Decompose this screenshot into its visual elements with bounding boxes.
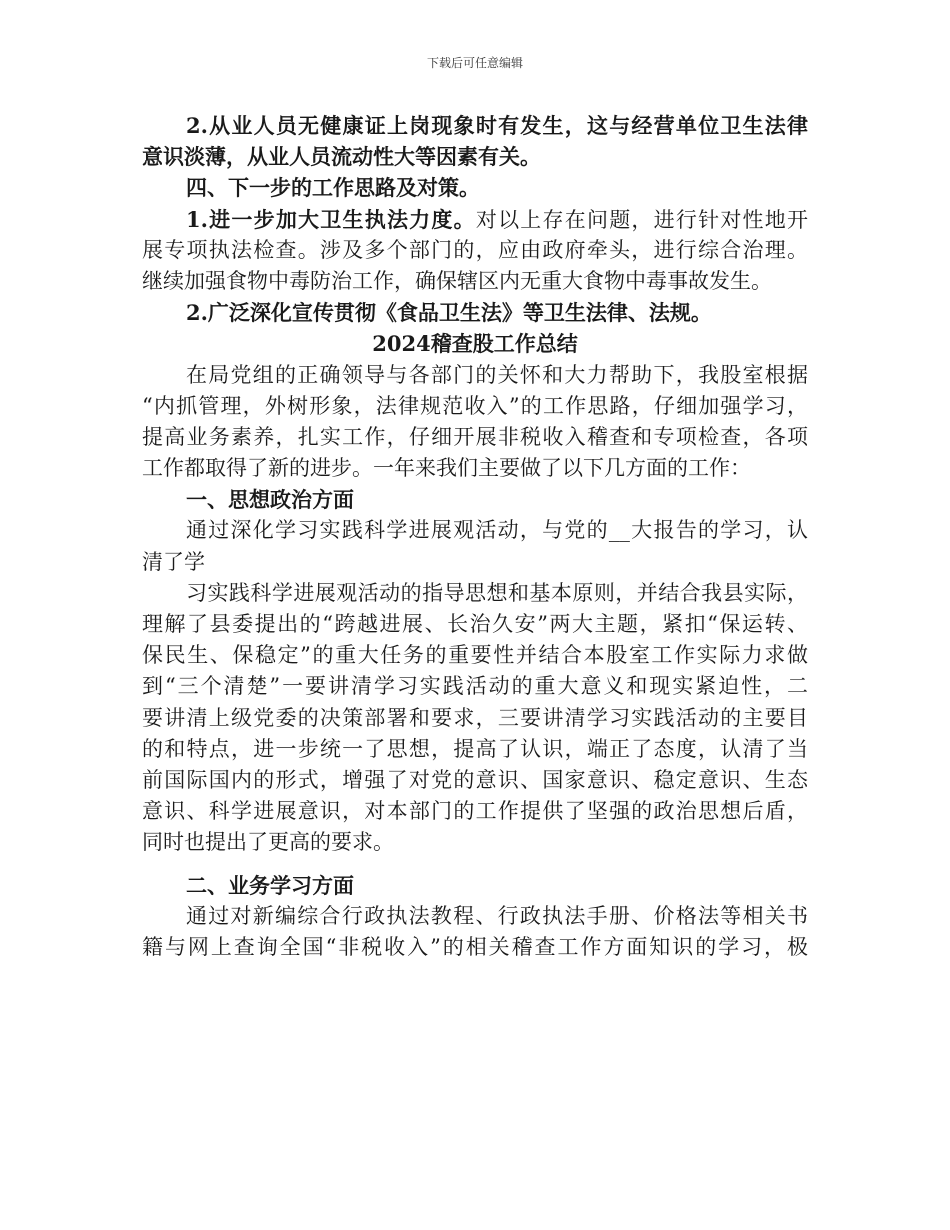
- text-line: 通过深化学习实践科学进展观活动，与党的__大报告的学习，认: [186, 518, 808, 543]
- text-line: 清了学: [142, 549, 205, 574]
- text-line: 要讲清上级党委的决策部署和要求，三要讲清学习实践活动的主要目: [142, 705, 808, 730]
- text-line: 的和特点，进一步统一了思想，提高了认识，端正了态度，认清了当: [142, 736, 808, 761]
- text-line: 二、业务学习方面: [186, 872, 354, 898]
- text-line: 四、下一步的工作思路及对策。: [186, 175, 480, 201]
- text-line: 在局党组的正确领导与各部门的关怀和大力帮助下，我股室根据: [186, 362, 808, 387]
- paragraph-guiding-thought: [142, 578, 808, 859]
- text-line: 工作都取得了新的进步。一年来我们主要做了以下几方面的工作：: [142, 456, 751, 481]
- section-heading-ideology: [142, 484, 808, 515]
- document-body: [142, 110, 808, 963]
- text-line: 提高业务素养，扎实工作，仔细开展非税收入稽查和专项检查，各项: [142, 424, 808, 449]
- section-heading-next-steps: [142, 172, 808, 203]
- paragraph-health-certificate: [142, 110, 808, 172]
- text-line: 意识淡薄，从业人员流动性大等因素有关。: [142, 144, 541, 170]
- paragraph-lead: 1.进一步加大卫生执法力度。: [186, 206, 476, 232]
- text-line: 保民生、保稳定”的重大任务的重要性并结合本股室工作实际力求做: [142, 643, 808, 668]
- text-line: 2.从业人员无健康证上岗现象时有发生，这与经营单位卫生法律: [186, 113, 808, 138]
- text-line: 籍与网上查询全国“非税收入”的相关稽查工作方面知识的学习，极: [142, 934, 808, 959]
- text-line: 2024稽查股工作总结: [372, 331, 578, 357]
- text-line: 通过对新编综合行政执法教程、行政执法手册、价格法等相关书: [186, 903, 808, 928]
- text-line: 同时也提出了更高的要求。: [142, 830, 394, 855]
- paragraph-business-study: [142, 901, 808, 963]
- section-heading-business-study: [142, 870, 808, 901]
- page-header-note: 下载后可任意编辑: [426, 56, 523, 70]
- paragraph-publicity: [142, 297, 808, 328]
- text-line: 前国际国内的形式，增强了对党的意识、国家意识、稳定意识、生态: [142, 767, 808, 792]
- text-line: 理解了县委提出的“跨越进展、长治久安”两大主题，紧扣“保运转、: [142, 612, 808, 636]
- text-line: 展专项执法检查。涉及多个部门的，应由政府牵头，进行综合治理。: [142, 237, 808, 262]
- document-title: [142, 328, 808, 359]
- text-line: 习实践科学进展观活动的指导思想和基本原则，并结合我县实际，: [186, 580, 808, 605]
- paragraph-lead-rest: 对以上存在问题，进行针对性地开: [475, 207, 809, 232]
- text-line: “内抓管理，外树形象，法律规范收入”的工作思路，仔细加强学习，: [142, 393, 808, 418]
- text-line: 一、思想政治方面: [186, 487, 354, 513]
- text-line: 继续加强食物中毒防治工作，确保辖区内无重大食物中毒事故发生。: [142, 268, 772, 293]
- paragraph-intro: [142, 360, 808, 485]
- text-line: 到“三个清楚”一要讲清学习实践活动的重大意义和现实紧迫性，二: [142, 674, 808, 699]
- text-line: [142, 204, 808, 235]
- text-line: 2.广泛深化宣传贯彻《食品卫生法》等卫生法律、法规。: [186, 300, 712, 326]
- paragraph-enforcement: [142, 204, 808, 298]
- text-line: 意识、科学进展意识，对本部门的工作提供了坚强的政治思想后盾，: [142, 799, 808, 824]
- paragraph-study-activity: [142, 515, 808, 577]
